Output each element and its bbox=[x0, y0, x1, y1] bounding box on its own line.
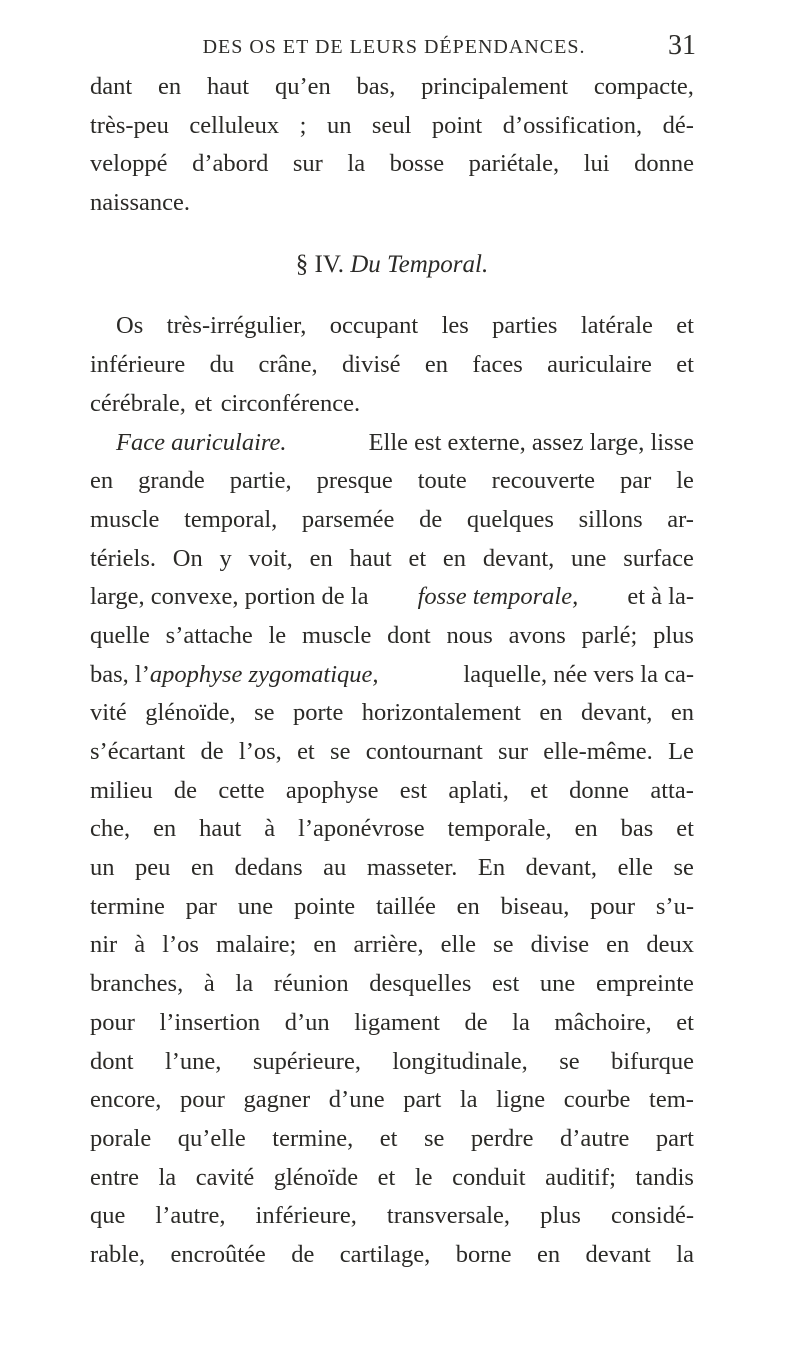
word: pour bbox=[180, 1086, 225, 1114]
word: muscle bbox=[301, 621, 372, 649]
word: veloppé bbox=[90, 150, 168, 178]
word: donne bbox=[634, 150, 694, 178]
text-line bbox=[90, 1236, 694, 1275]
word: une bbox=[237, 892, 274, 920]
word: tandis bbox=[635, 1163, 694, 1191]
word: lui bbox=[583, 150, 610, 178]
word: deux bbox=[646, 931, 694, 959]
text-line bbox=[90, 1159, 694, 1198]
word: dant bbox=[90, 73, 133, 100]
word: glénoïde, bbox=[145, 699, 236, 727]
word: On bbox=[172, 544, 203, 572]
word: et bbox=[379, 1124, 398, 1152]
word: che, bbox=[90, 815, 131, 843]
word: porale bbox=[90, 1124, 152, 1152]
word: divise bbox=[530, 931, 590, 959]
word: devant, bbox=[580, 699, 653, 727]
word: le bbox=[676, 467, 694, 495]
word: dont bbox=[387, 621, 431, 649]
italic-term: fosse temporale, bbox=[417, 583, 579, 611]
word: glénoïde bbox=[273, 1163, 359, 1191]
word: part bbox=[655, 1124, 694, 1152]
word: se bbox=[673, 854, 694, 882]
word: bosse bbox=[389, 150, 445, 178]
text-line bbox=[90, 346, 694, 385]
word: partie, bbox=[229, 467, 292, 495]
word: principalement bbox=[421, 73, 569, 100]
text-line bbox=[90, 578, 694, 617]
paragraph bbox=[90, 307, 694, 423]
word: au bbox=[323, 854, 347, 882]
word: grande bbox=[138, 467, 205, 495]
text-span: bas, l’apophyse zygomatique, bbox=[90, 660, 379, 688]
word: l’une, bbox=[164, 1047, 222, 1075]
word: un bbox=[326, 111, 352, 139]
word: très-irrégulier, bbox=[166, 312, 307, 340]
text-line bbox=[90, 462, 694, 501]
word: transversale, bbox=[386, 1202, 511, 1230]
word: ligne bbox=[496, 1086, 546, 1114]
text-line bbox=[90, 1081, 694, 1120]
text-line bbox=[90, 965, 694, 1004]
word: et bbox=[194, 389, 213, 417]
word: de bbox=[173, 776, 198, 804]
word: bas bbox=[620, 815, 654, 843]
word: à bbox=[134, 931, 146, 959]
word: d’ossification, bbox=[502, 111, 643, 139]
text-line bbox=[90, 424, 694, 463]
text-span: Elle est externe, assez large, lisse bbox=[368, 428, 694, 456]
text-line bbox=[90, 733, 694, 772]
word: d’abord bbox=[192, 150, 269, 178]
word: cavité bbox=[195, 1163, 255, 1191]
word: en bbox=[539, 699, 563, 727]
word: la bbox=[512, 1008, 530, 1036]
word: sillons bbox=[578, 505, 643, 533]
word: le bbox=[414, 1163, 433, 1191]
word: taillée bbox=[376, 892, 436, 920]
word: courbe bbox=[563, 1086, 631, 1114]
word: compacte, bbox=[593, 73, 694, 100]
text-line bbox=[90, 307, 694, 346]
word: recouverte bbox=[491, 467, 596, 495]
word: en bbox=[313, 931, 337, 959]
text-line bbox=[90, 1197, 694, 1236]
word: mâchoire, bbox=[554, 1008, 652, 1036]
word: en bbox=[456, 892, 480, 920]
word: cartilage, bbox=[339, 1240, 431, 1268]
section-number: § IV. bbox=[295, 250, 344, 278]
word: parsemée bbox=[301, 505, 395, 533]
word: la bbox=[235, 970, 254, 998]
word: l’os, bbox=[238, 738, 282, 765]
word: en bbox=[536, 1240, 561, 1268]
word: d’une bbox=[328, 1086, 385, 1114]
word: et bbox=[676, 351, 694, 379]
word: atta- bbox=[650, 776, 694, 804]
word: faces bbox=[472, 351, 523, 379]
word: les bbox=[441, 312, 469, 340]
word: tem- bbox=[649, 1086, 694, 1114]
word: et bbox=[676, 312, 694, 340]
word: inférieure, bbox=[255, 1202, 357, 1230]
word: parlé; bbox=[581, 621, 638, 649]
text-line bbox=[90, 1004, 694, 1043]
word: de bbox=[464, 1008, 488, 1036]
word: peu bbox=[135, 854, 171, 882]
word: ar- bbox=[667, 505, 694, 533]
word: bas, bbox=[356, 73, 396, 100]
word: pariétale, bbox=[468, 150, 560, 178]
word: surface bbox=[623, 544, 694, 572]
word: se bbox=[493, 931, 514, 959]
word: devant, bbox=[482, 544, 555, 572]
text-line bbox=[90, 888, 694, 927]
word: crâne, bbox=[258, 351, 318, 379]
word: temporal, bbox=[184, 505, 278, 533]
text-line bbox=[90, 772, 694, 811]
word: empreinte bbox=[595, 970, 694, 998]
text-line bbox=[90, 540, 694, 579]
word: muscle bbox=[90, 505, 160, 533]
word: auditif; bbox=[545, 1163, 616, 1191]
word: latérale bbox=[580, 312, 653, 340]
word: et bbox=[530, 776, 548, 804]
word: considé- bbox=[610, 1202, 694, 1230]
word: et bbox=[676, 815, 694, 843]
word: Le bbox=[668, 738, 694, 765]
text-line bbox=[90, 68, 694, 107]
word: en bbox=[153, 815, 177, 843]
word: réunion bbox=[273, 970, 349, 998]
word: très-peu bbox=[90, 111, 169, 139]
word: borne bbox=[455, 1240, 512, 1268]
word: rable, bbox=[90, 1240, 146, 1268]
word: gagner bbox=[243, 1086, 311, 1114]
word: entre bbox=[90, 1163, 139, 1191]
text-span: et à la- bbox=[627, 583, 694, 611]
word: qu’elle bbox=[177, 1124, 246, 1152]
word: point bbox=[431, 111, 483, 139]
word: part bbox=[403, 1086, 442, 1114]
text-line bbox=[90, 1043, 694, 1082]
word: branches, bbox=[90, 970, 184, 998]
word: encroûtée bbox=[170, 1240, 266, 1268]
word: s’écartant bbox=[90, 738, 186, 765]
text-span: laquelle, née vers la ca- bbox=[463, 660, 694, 688]
word: apophyse bbox=[285, 776, 379, 804]
text-line bbox=[90, 926, 694, 965]
word: devant, bbox=[525, 854, 598, 882]
word: s’attache bbox=[165, 621, 253, 649]
word: de bbox=[291, 1240, 315, 1268]
word: que bbox=[90, 1202, 126, 1230]
word: et bbox=[408, 544, 427, 572]
lead-term: Face auriculaire. bbox=[116, 428, 287, 456]
text-line bbox=[90, 849, 694, 888]
word: se bbox=[423, 1124, 445, 1152]
word: donne bbox=[569, 776, 630, 804]
word: en bbox=[442, 544, 467, 572]
word: pointe bbox=[293, 892, 356, 920]
paragraph bbox=[90, 68, 694, 223]
word: desquelles bbox=[369, 970, 472, 998]
word: contournant bbox=[365, 738, 483, 765]
word: sur bbox=[292, 150, 323, 178]
section-title: Du Temporal. bbox=[350, 250, 489, 278]
word: se bbox=[330, 738, 351, 765]
word: se bbox=[254, 699, 275, 727]
word: s’u- bbox=[655, 892, 694, 920]
paragraph bbox=[90, 424, 694, 1275]
word: une bbox=[571, 544, 607, 572]
word: conduit bbox=[452, 1163, 526, 1191]
word: toute bbox=[417, 467, 467, 495]
word: le bbox=[268, 621, 287, 649]
page-number: 31 bbox=[668, 30, 696, 61]
running-title: DES OS ET DE LEURS DÉPENDANCES. bbox=[202, 36, 586, 58]
word: à bbox=[203, 970, 215, 998]
word: y bbox=[219, 544, 232, 572]
word: milieu bbox=[90, 776, 153, 804]
word: dedans bbox=[234, 854, 303, 882]
word: et bbox=[676, 1008, 694, 1036]
word: se bbox=[559, 1047, 580, 1075]
word: nir bbox=[90, 931, 118, 959]
word: l’autre, bbox=[155, 1202, 226, 1230]
section-heading bbox=[90, 246, 694, 285]
word: en bbox=[158, 73, 182, 100]
word: haut bbox=[206, 73, 250, 100]
word: celluleux bbox=[189, 111, 280, 139]
word: est bbox=[492, 970, 520, 998]
word: longitudinale, bbox=[392, 1047, 528, 1075]
word: parties bbox=[492, 312, 558, 340]
word: haut bbox=[349, 544, 392, 572]
word: en bbox=[90, 467, 114, 495]
word: d’un bbox=[284, 1008, 330, 1036]
word: par bbox=[185, 892, 217, 920]
word: d’autre bbox=[559, 1124, 630, 1152]
word: la bbox=[676, 1240, 694, 1268]
word: et bbox=[377, 1163, 396, 1191]
word: de bbox=[200, 738, 224, 765]
word: termine bbox=[90, 892, 165, 920]
word: quelques bbox=[466, 505, 554, 533]
word: pour bbox=[90, 1008, 135, 1036]
word: sur bbox=[498, 738, 528, 765]
word: inférieure bbox=[90, 351, 186, 379]
word: en bbox=[574, 815, 598, 843]
word: encore, bbox=[90, 1086, 162, 1114]
word: elle bbox=[617, 854, 653, 882]
word: un bbox=[90, 854, 115, 882]
text-line bbox=[90, 694, 694, 733]
word: malaire; bbox=[216, 931, 297, 959]
word: bifurque bbox=[611, 1047, 694, 1075]
word: en bbox=[670, 699, 694, 727]
word: quelle bbox=[90, 621, 150, 649]
word: la bbox=[347, 150, 366, 178]
word: masseter. bbox=[366, 854, 458, 882]
word: qu’en bbox=[274, 73, 331, 100]
word: auriculaire bbox=[547, 351, 652, 379]
word: l’aponévrose bbox=[298, 815, 425, 843]
word: aplati, bbox=[448, 776, 509, 804]
word: et bbox=[297, 738, 315, 765]
word: la bbox=[459, 1086, 478, 1114]
word: plus bbox=[653, 621, 694, 649]
text-line bbox=[90, 145, 694, 184]
word: l’os bbox=[162, 931, 199, 959]
word: nous bbox=[446, 621, 493, 649]
word: l’insertion bbox=[159, 1008, 261, 1036]
body-text bbox=[90, 68, 694, 1275]
text-line bbox=[90, 385, 694, 424]
word: en bbox=[424, 351, 449, 379]
word: arrière, bbox=[353, 931, 424, 959]
word: circonférence. bbox=[220, 389, 361, 417]
word: porte bbox=[292, 699, 344, 727]
word: cette bbox=[218, 776, 265, 804]
text-line bbox=[90, 656, 694, 695]
word: horizontalement bbox=[361, 699, 521, 727]
word: seul bbox=[371, 111, 412, 139]
word: une bbox=[539, 970, 576, 998]
word: en bbox=[606, 931, 630, 959]
word: elle bbox=[440, 931, 477, 959]
word: voit, bbox=[248, 544, 293, 572]
word: du bbox=[209, 351, 235, 379]
word: tériels. bbox=[90, 544, 156, 572]
word: pour bbox=[590, 892, 636, 920]
word: En bbox=[477, 854, 506, 882]
word: plus bbox=[540, 1202, 581, 1230]
word: termine, bbox=[272, 1124, 354, 1152]
word: ; bbox=[299, 111, 307, 139]
word: ligament bbox=[354, 1008, 440, 1036]
text-line bbox=[90, 107, 694, 146]
word: vité bbox=[90, 699, 127, 727]
word: presque bbox=[316, 467, 393, 495]
word: naissance. bbox=[90, 189, 190, 217]
word: la bbox=[158, 1163, 177, 1191]
word: haut bbox=[199, 815, 242, 843]
text-span: large, convexe, portion de la bbox=[90, 583, 369, 611]
word: en bbox=[190, 854, 215, 882]
word: occupant bbox=[329, 312, 419, 340]
word: biseau, bbox=[500, 892, 570, 920]
text-line bbox=[90, 501, 694, 540]
word: supérieure, bbox=[252, 1047, 361, 1075]
word: devant bbox=[585, 1240, 651, 1268]
word: de bbox=[419, 505, 443, 533]
word: en bbox=[309, 544, 333, 572]
word: par bbox=[620, 467, 652, 495]
text-line bbox=[90, 184, 694, 223]
word: temporale, bbox=[447, 815, 552, 843]
word: elle-même. bbox=[543, 738, 653, 765]
word: dont bbox=[90, 1047, 134, 1075]
word: divisé bbox=[342, 351, 401, 379]
text-line bbox=[90, 810, 694, 849]
word: à bbox=[264, 815, 276, 843]
text-line bbox=[90, 617, 694, 656]
word: est bbox=[399, 776, 427, 804]
word: dé- bbox=[662, 111, 694, 139]
word: Os bbox=[116, 312, 144, 340]
word: avons bbox=[508, 621, 566, 649]
text-line bbox=[90, 1120, 694, 1159]
word: cérébrale, bbox=[90, 389, 186, 417]
word: perdre bbox=[470, 1124, 534, 1152]
